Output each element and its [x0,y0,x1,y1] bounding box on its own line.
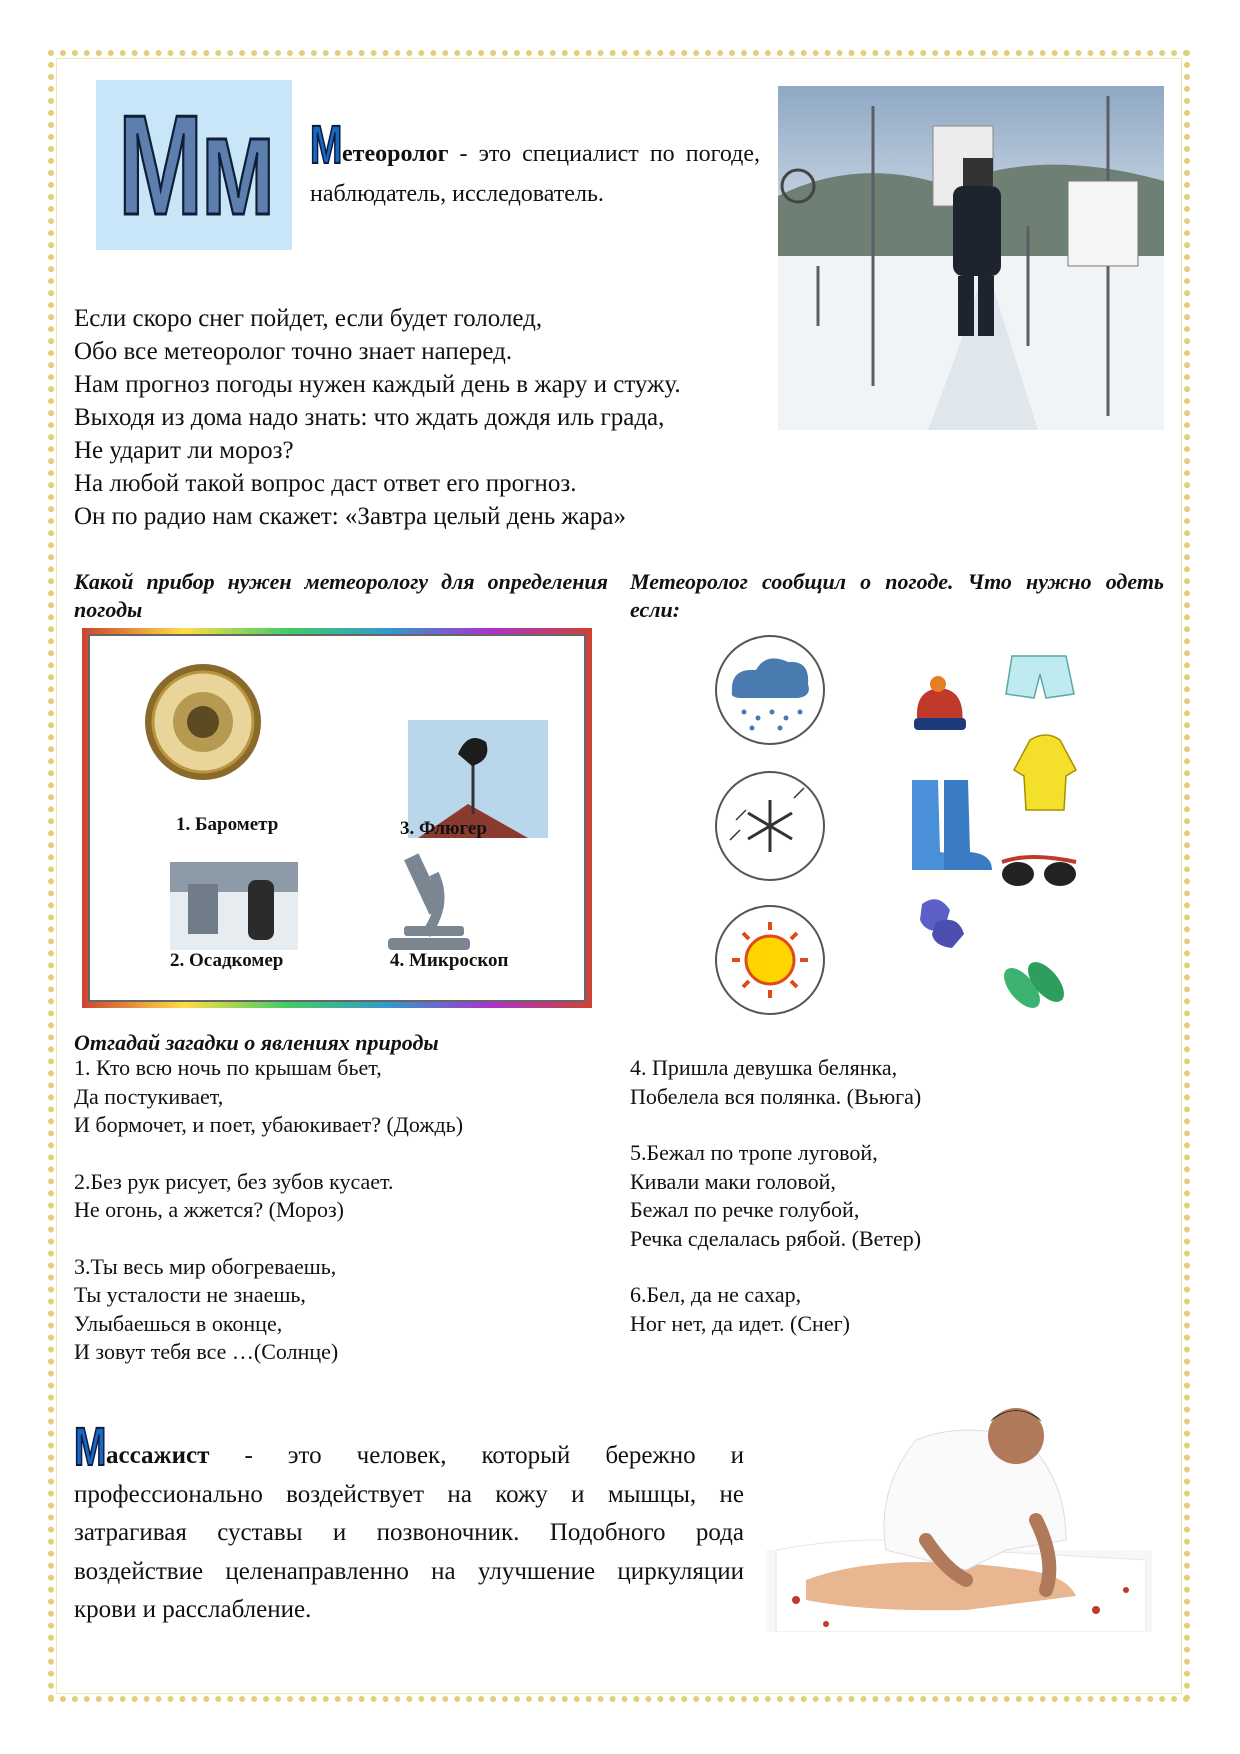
instrument-label: 4. Микроскоп [390,950,509,971]
poem-line: Обо все метеоролог точно знает наперед. [74,338,513,365]
instrument-images [88,634,586,1002]
snow-icon [716,772,824,880]
shorts-icon [1006,656,1074,698]
poem-line: Выходя из дома надо знать: что ждать дождя иль града, [74,404,665,431]
rain-gauge-icon [170,862,298,950]
poem-line: Он по радио нам скажет: «Завтра целый день жара» [74,503,626,530]
question-clothes: Метеоролог сообщил о погоде. Что нужно одеть если: [630,569,1164,622]
rain-cloud-icon [716,636,824,744]
sunglasses-icon [1002,857,1076,886]
knit-hat-icon [914,676,966,730]
massage-definition [74,1417,744,1630]
riddle: 6.Бел, да не сахар, Ног нет, да идет. (Снег) [630,1282,850,1336]
instruments-panel [82,628,592,1008]
riddle: 2.Без рук рисует, без зубов кусает. Не огонь, а жжется? (Мороз) [74,1168,394,1222]
riddles-heading: Отгадай загадки о явлениях природы [74,1030,439,1055]
mittens-icon [920,899,964,948]
barometer-icon [145,664,261,780]
microscope-icon [388,853,470,950]
term-meteorologist: етеоролог [342,141,449,167]
riddles-right-column [630,1054,1150,1366]
drop-cap: М [310,115,343,175]
rubber-boots-icon [912,780,992,870]
weather-station-photo [778,86,1164,430]
instrument-label: 1. Барометр [176,814,279,835]
massage-therapist-photo [766,1400,1152,1632]
definition-text: - это человек, который бережно и профессионально воздействует на кожу и мышцы, не затрагивая суставы и позвоночник. Подобного рода воздействие целенаправленно на улучшение циркуляции крови и расслабление. [74,1442,744,1623]
riddle: 5.Бежал по тропе луговой, Кивали маки головой, Бежал по речке голубой, Речка сделалась рябой. (Ветер) [630,1140,922,1251]
riddles-left-column [74,1054,594,1395]
poem-line: Нам прогноз погоды нужен каждый день в жару и стужу. [74,371,681,398]
meteorologist-definition [310,115,760,214]
riddle: 1. Кто всю ночь по крышам бьет, Да постукивает, И бормочет, и поет, убаюкивает? (Дождь) [74,1055,464,1137]
weather-clothes-panel [700,630,1100,1020]
poem-line: Не ударит ли мороз? [74,437,294,464]
meteorologist-photo [778,86,1164,430]
riddle: 4. Пришла девушка белянка, Побелела вся полянка. (Вьюга) [630,1055,922,1109]
massage-photo [766,1400,1152,1632]
poem-line: Если скоро снег пойдет, если будет гололед, [74,305,543,332]
sun-icon [716,906,824,1014]
raincoat-icon [1014,735,1076,810]
instrument-label: 3. Флюгер [400,818,487,839]
riddle: 3.Ты весь мир обогреваешь, Ты усталости не знаешь, Улыбаешься в оконце, И зовут тебя все …(Солнце) [74,1253,339,1364]
question-instruments: Какой прибор нужен метеорологу для определения погоды [74,569,608,622]
drop-cap: М [74,1417,107,1477]
instrument-label: 2. Осадкомер [170,950,284,971]
flip-flops-icon [997,956,1070,1014]
big-letter: Мм [118,86,274,245]
poem-line: На любой такой вопрос даст ответ его прогноз. [74,470,577,497]
term-massage: ассажист [106,1442,210,1469]
poem [74,302,774,533]
definition-text: - это специалист по погоде, наблюдатель, исследователь. [310,141,760,207]
